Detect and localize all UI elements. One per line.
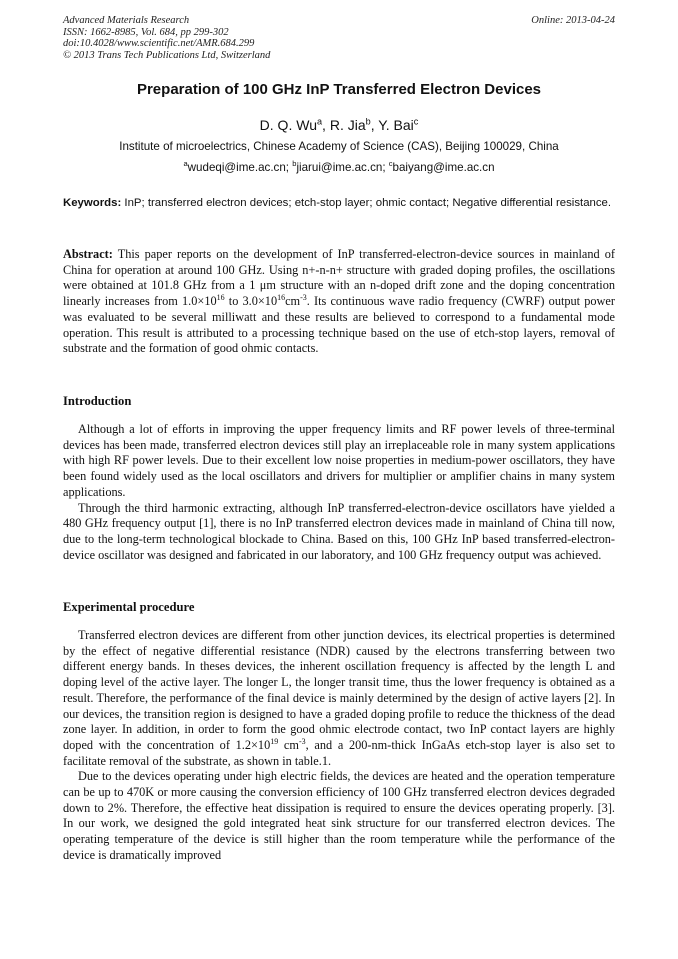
- paragraph-text: , and a 200-nm-thick InGaAs etch-stop layer is also set to facilitate removal of the substrate, as shown in table.1.: [63, 737, 615, 768]
- paper-title: Preparation of 100 GHz InP Transferred Electron Devices: [136, 81, 542, 98]
- paragraph: Due to the devices operating under high electric fields, the devices are heated and the operation temperature can be up to 470K or more causing the conversion efficiency of 100 GHz transferred electron devices degraded down to 2%. Therefore, the effective heat dissipation is required to ensure the devices operating properly. [3]. In our work, we designed the gold integrated heat sink structure for our transferred electron devices. The operating temperature of the device is still higher than the room temperature while the performance of the device is dramatically improved: [63, 769, 615, 862]
- paragraph: [63, 628, 615, 769]
- exponent: 16: [277, 293, 286, 303]
- author-list: [0, 117, 678, 133]
- keywords-text: InP; transferred electron devices; etch-stop layer; ohmic contact; Negative differential resistance.: [121, 197, 612, 209]
- paragraph-text: Transferred electron devices are different from other junction devices, its electrical properties is determined by the effect of negative differential resistance (NDR) caused by the electrons transferring between two different energy bands. In theses devices, the inherent oscillation frequency is affected by the length L and doping level of the active layer. The longer L, the longer transit time, thus the lower frequency is obtained as a result. Therefore, the performance of the final device is mainly determined by the design of active layers [2]. In our devices, the transition region is designed to have a graded doping profile to reduce the thickness of the dead zone layer. In addition, in order to form the good ohmic electrode contact, two InP contact layers are highly doped with the concentration of 1.2×10: [63, 628, 615, 752]
- email-address: jiarui@ime.ac.cn;: [296, 161, 389, 174]
- author-name: D. Q. Wu: [259, 117, 317, 133]
- author-superscript: a: [316, 116, 323, 127]
- abstract-text: to 3.0×10: [224, 294, 278, 309]
- email-address: baiyang@ime.ac.cn: [392, 161, 495, 174]
- author-separator: ,: [322, 117, 330, 133]
- online-date: Online: 2013-04-24: [531, 15, 615, 26]
- abstract-label: Abstract:: [63, 247, 113, 261]
- abstract-text: cm: [285, 294, 301, 309]
- keywords-label: Keywords:: [63, 197, 122, 209]
- abstract-text: . Its continuous wave radio frequency (CWRF) output power was evaluated to be several milliwatt and these results are believed to correspond to a fundamental mode operation. This result is attributed to a processing technique based on the use of etch-stop layers, removal of substrate and the formation of good ohmic contacts.: [63, 294, 615, 356]
- email-superscript: b: [292, 159, 297, 169]
- email-superscript: a: [183, 159, 188, 169]
- paragraph-text: cm: [278, 737, 299, 752]
- affiliation: Institute of microelectrics, Chinese Academy of Science (CAS), Beijing 100029, China: [119, 140, 559, 153]
- journal-header: [63, 15, 615, 61]
- journal-name: Advanced Materials Research: [63, 15, 190, 26]
- abstract: [63, 247, 615, 357]
- experimental-body: [63, 628, 615, 864]
- exponent: -3: [300, 293, 307, 303]
- paragraph: Although a lot of efforts in improving the upper frequency limits and RF power levels of three-terminal devices has been made, transferred electron devices still play an irreplaceable role in many system applications with high RF power levels. Due to their excellent low noise properties in medium-power oscillators, they have been found widely used as the local oscillators and drivers for multiplier or amplifier chains in many system applications.: [63, 422, 615, 499]
- paragraph: Through the third harmonic extracting, although InP transferred-electron-device oscillators have yielded a 480 GHz frequency output [1], there is no InP transferred electron devices made in mainland of China till now, due to the long-term technological blockade to China. Based on this, 100 GHz InP based transferred-electron-device oscillator was designed and fabricated in our laboratory, and 100 GHz frequency output was achieved.: [63, 500, 615, 562]
- author-name: R. Jia: [329, 117, 366, 133]
- email-address: wudeqi@ime.ac.cn;: [187, 161, 293, 174]
- email-superscript: c: [388, 159, 393, 169]
- author-superscript: c: [413, 116, 419, 127]
- author-separator: ,: [370, 117, 379, 133]
- section-heading-introduction: Introduction: [63, 394, 132, 408]
- author-name: Y. Bai: [378, 117, 414, 133]
- exponent: -3: [298, 736, 306, 746]
- copyright-line: © 2013 Trans Tech Publications Ltd, Switzerland: [63, 49, 271, 61]
- exponent: 16: [216, 293, 225, 303]
- exponent: 19: [270, 736, 279, 746]
- abstract-text: This paper reports on the development of InP transferred-electron-device sources in mainland of China for operation at around 100 GHz. Using n+-n-n+ structure with graded doping profiles, the oscillations were obtained at 101.8 GHz from a 1 μm structure with an n-doped drift zone and the doping concentration linearly increases from 1.0×10: [63, 247, 615, 309]
- issn-line: ISSN: 1662-8985, Vol. 684, pp 299-302: [63, 26, 229, 38]
- author-superscript: b: [365, 116, 371, 127]
- section-heading-experimental: Experimental procedure: [63, 600, 195, 614]
- keywords: [63, 196, 615, 210]
- email-list: [0, 161, 678, 174]
- introduction-body: [63, 422, 615, 563]
- doi-line: doi:10.4028/www.scientific.net/AMR.684.299: [63, 38, 255, 50]
